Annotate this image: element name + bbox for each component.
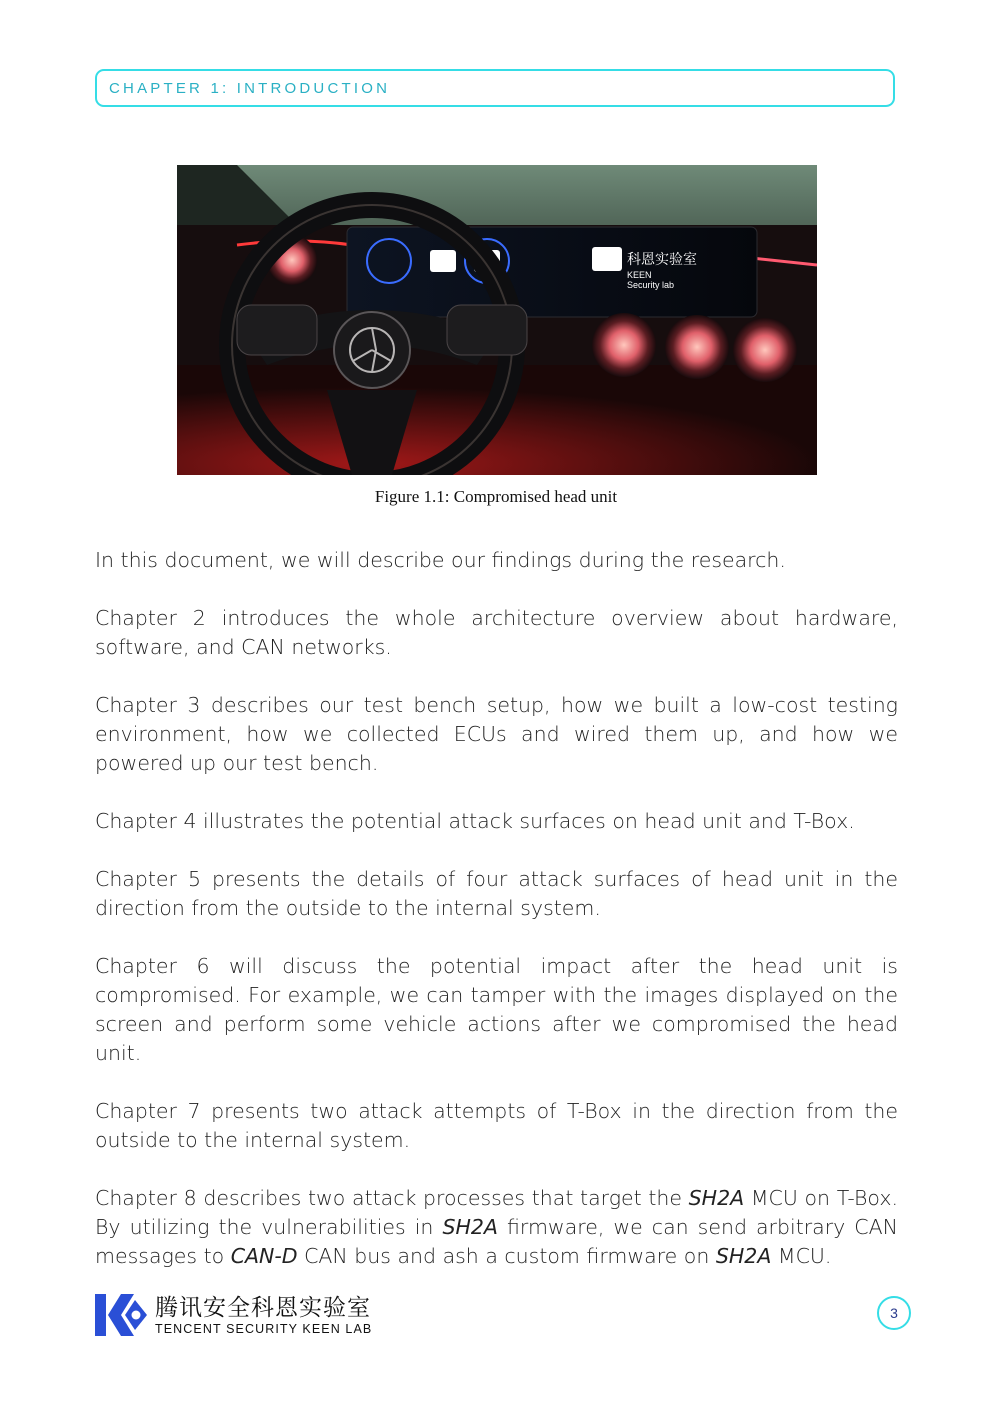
- paragraph-intro: In this document, we will describe our findings during the research.: [95, 548, 786, 572]
- p8-text-g: CAN bus and ash a custom firmware on: [297, 1244, 716, 1268]
- screen-logo-cn: 科恩实验室: [627, 252, 697, 268]
- screen-logo-en-1: KEEN: [627, 270, 652, 280]
- chapter-label: CHAPTER 1: INTRODUCTION: [109, 79, 391, 97]
- p8-term-sh2a-3: SH2A: [715, 1244, 772, 1268]
- paragraph-chapter-7: Chapter 7 presents two attack attempts of T-Box in the direction from the outside to the internal system.: [95, 1099, 898, 1152]
- screen-logo-en-2: Security lab: [627, 280, 675, 290]
- p8-text-a: Chapter 8 describes two attack processes that target the: [95, 1186, 689, 1210]
- p8-text-i: MCU.: [771, 1244, 832, 1268]
- p8-term-sh2a-1: SH2A: [688, 1186, 745, 1210]
- paragraph-chapter-8: [95, 1184, 898, 1271]
- p8-term-sh2a-2: SH2A: [442, 1215, 498, 1239]
- paragraph-chapter-4: Chapter 4 illustrates the potential attack surfaces on head unit and T-Box.: [95, 809, 855, 833]
- dashboard-photo: [177, 165, 817, 475]
- figure-caption: Figure 1.1: Compromised head unit: [374, 487, 618, 506]
- figure-photo: [177, 165, 817, 475]
- paragraph-chapter-2: Chapter 2 introduces the whole architecture overview about hardware, software, and CAN networks.: [95, 606, 898, 659]
- paragraph-chapter-3: Chapter 3 describes our test bench setup, how we built a low-cost testing environment, how we collected ECUs and wired them up, and how we powered up our test bench.: [95, 693, 898, 775]
- footer-logo-en: TENCENT SECURITY KEEN LAB: [155, 1321, 373, 1336]
- p8-text-e: firmware, we can send arbitrary CAN messages to: [95, 1215, 898, 1268]
- p8-term-can-d: CAN-D: [230, 1244, 298, 1268]
- keen-lab-logo-icon: [95, 1294, 147, 1336]
- paragraph-chapter-5: Chapter 5 presents the details of four attack surfaces of head unit in the direction from the outside to the internal system.: [95, 867, 898, 920]
- p8-text-c: MCU on T-Box. By utilizing the vulnerabilities in: [95, 1186, 898, 1239]
- chapter-header: [95, 69, 895, 107]
- page-number: 3: [877, 1296, 911, 1330]
- footer-logo-cn: 腾讯安全科恩实验室: [155, 1294, 371, 1321]
- paragraph-chapter-6: Chapter 6 will discuss the potential impact after the head unit is compromised. For example, we can tamper with the images displayed on the screen and perform some vehicle actions after we compromised the head unit.: [95, 954, 898, 1065]
- body-text: [95, 546, 898, 1300]
- footer-logo: [95, 1294, 372, 1336]
